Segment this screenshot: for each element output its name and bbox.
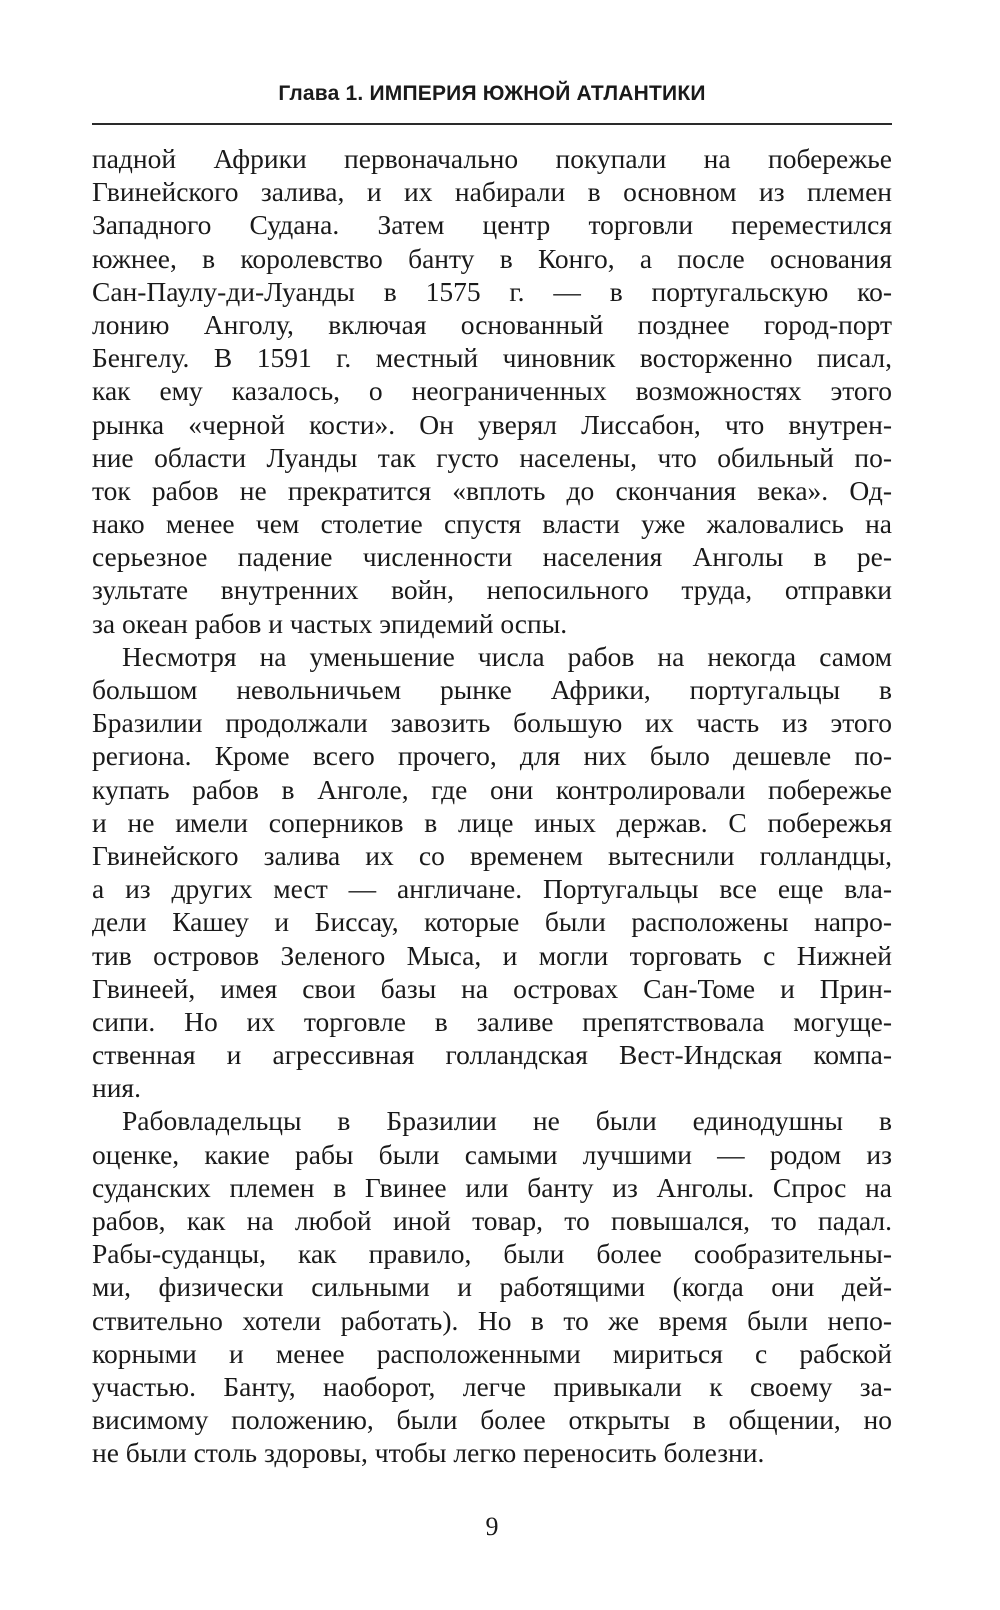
text-line: рабов, как на любой иной товар, то повышался, то падал. bbox=[92, 1205, 892, 1236]
paragraph bbox=[92, 142, 892, 640]
text-line: ствительно хотели работать). Но в то же время были непо- bbox=[92, 1304, 892, 1336]
text-line: Рабы-суданцы, как правило, были более сообразительны- bbox=[92, 1238, 892, 1270]
text-line: сипи. Но их торговле в заливе препятствовала могуще- bbox=[92, 1005, 892, 1037]
text-line: падной Африки первоначально покупали на побережье bbox=[92, 143, 892, 174]
text-line: ственная и агрессивная голландская Вест-Индская компа- bbox=[92, 1039, 892, 1071]
text-line: Бразилии продолжали завозить большую их часть из этого bbox=[92, 707, 892, 739]
text-line: зультате внутренних войн, непосильного труда, отправки bbox=[92, 574, 892, 606]
text-line: суданских племен в Гвинее или банту из Анголы. Спрос на bbox=[92, 1171, 892, 1203]
text-line: как ему казалось, о неограниченных возможностях этого bbox=[92, 375, 892, 407]
text-line: висимому положению, были более открыты в общении, но bbox=[92, 1404, 892, 1436]
text-line: Западного Судана. Затем центр торговли переместился bbox=[92, 209, 892, 241]
text-line: корными и менее расположенными мириться с рабской bbox=[92, 1337, 892, 1369]
running-head-title: Глава 1. ИМПЕРИЯ ЮЖНОЙ АТЛАНТИКИ bbox=[278, 82, 706, 105]
text-line: Гвинеей, имея свои базы на островах Сан-Томе и Прин- bbox=[92, 972, 892, 1004]
main-text bbox=[92, 142, 892, 1470]
text-line: участью. Банту, наоборот, легче привыкали к своему за- bbox=[92, 1370, 892, 1402]
text-line: ние области Луанды так густо населены, что обильный по- bbox=[92, 441, 892, 473]
text-line: Гвинейского залива, и их набирали в основном из племен bbox=[92, 176, 892, 208]
text-line: а из других мест — англичане. Португальцы все еще вла- bbox=[92, 873, 892, 905]
text-line: ток рабов не прекратится «вплоть до скончания века». Од- bbox=[92, 474, 892, 506]
page-number: 9 bbox=[485, 1512, 499, 1541]
text-line: нако менее чем столетие спустя власти уже жаловались на bbox=[92, 508, 892, 540]
text-line: Несмотря на уменьшение числа рабов на некогда самом bbox=[122, 640, 892, 672]
text-line: оценке, какие рабы были самыми лучшими — родом из bbox=[92, 1138, 892, 1170]
text-line: Бенгелу. В 1591 г. местный чиновник восторженно писал, bbox=[92, 342, 892, 374]
text-line: Рабовладельцы в Бразилии не были единодушны в bbox=[122, 1105, 892, 1137]
text-line: за океан рабов и частых эпидемий оспы. bbox=[92, 607, 568, 639]
text-line: Гвинейского залива их со временем вытеснили голландцы, bbox=[92, 839, 892, 871]
text-line: ми, физически сильными и работящими (когда они дей- bbox=[92, 1271, 892, 1303]
text-line: Сан-Паулу-ди-Луанды в 1575 г. — в португальскую ко- bbox=[92, 275, 892, 307]
text-line: серьезное падение численности населения Анголы в ре- bbox=[92, 541, 892, 573]
text-line: и не имели соперников в лице иных держав. С побережья bbox=[92, 806, 892, 838]
text-line: большом невольничьем рынке Африки, португальцы в bbox=[92, 674, 892, 705]
paragraph bbox=[92, 640, 892, 1105]
text-line: южнее, в королевство банту в Конго, а после основания bbox=[92, 242, 892, 274]
text-line: купать рабов в Анголе, где они контролировали побережье bbox=[92, 773, 892, 805]
text-line: тив островов Зеленого Мыса, и могли торговать с Нижней bbox=[92, 939, 892, 971]
text-line: не были столь здоровы, чтобы легко переносить болезни. bbox=[92, 1437, 765, 1469]
paragraph bbox=[92, 1104, 892, 1469]
text-line: дели Кашеу и Биссау, которые были расположены напро- bbox=[92, 906, 892, 938]
text-line: рынка «черной кости». Он уверял Лиссабон, что внутрен- bbox=[92, 408, 892, 440]
text-line: лонию Анголу, включая основанный позднее город-порт bbox=[92, 308, 892, 340]
text-line: региона. Кроме всего прочего, для них было дешевле по- bbox=[92, 740, 892, 772]
text-line: ния. bbox=[92, 1072, 141, 1104]
header-rule bbox=[92, 123, 892, 125]
